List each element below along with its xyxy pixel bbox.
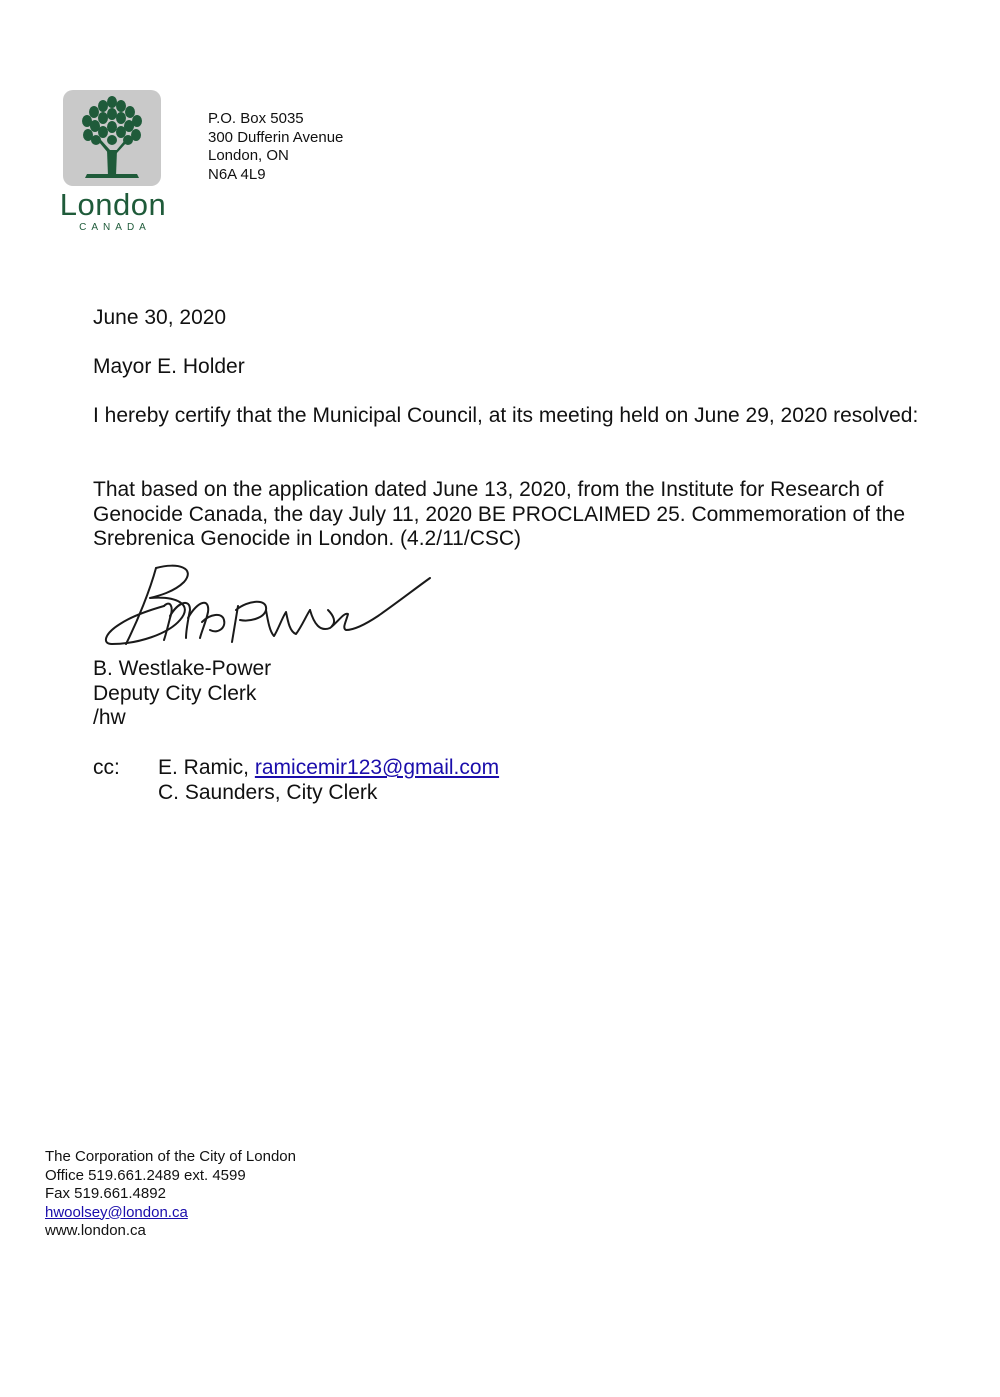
- letter-recipient: Mayor E. Holder: [93, 355, 245, 378]
- typist-initials: /hw: [93, 706, 126, 729]
- handwritten-signature: [98, 560, 438, 652]
- footer-office-phone: Office 519.661.2489 ext. 4599: [45, 1166, 246, 1184]
- certification-statement: I hereby certify that the Municipal Council, at its meeting held on June 29, 2020 resolved:: [93, 404, 919, 427]
- signer-block: [93, 657, 271, 731]
- address-line: P.O. Box 5035: [208, 110, 304, 127]
- footer-contact: [45, 1148, 296, 1241]
- city-logo: [57, 90, 169, 240]
- footer-org: The Corporation of the City of London: [45, 1148, 296, 1165]
- cc-email-link[interactable]: ramicemir123@gmail.com: [254, 756, 500, 779]
- signer-name: B. Westlake-Power: [93, 657, 272, 680]
- cc-label: cc:: [93, 756, 120, 779]
- mailing-address: [208, 110, 343, 184]
- signer-title: Deputy City Clerk: [93, 681, 257, 705]
- cc-recipient-1: [158, 756, 499, 781]
- cc-recipient-2: C. Saunders, City Clerk: [158, 780, 378, 804]
- logo-country: CANADA: [79, 222, 151, 233]
- address-line: N6A 4L9: [208, 165, 266, 183]
- cc-recipients: [158, 756, 499, 805]
- address-line: London, ON: [208, 147, 289, 164]
- resolution-text: That based on the application dated June 13, 2020, from the Institute for Research of Genocide Canada, the day July 11, 2020 BE PROCLAIMED 25. Commemoration of the Srebrenica Genocide in London. (4.2/11/CSC): [93, 478, 906, 550]
- cc-recipient-name: E. Ramic,: [158, 756, 255, 779]
- footer-fax: Fax 519.661.4892: [45, 1185, 166, 1202]
- tree-icon: [63, 90, 161, 186]
- letter-date: June 30, 2020: [93, 306, 227, 329]
- footer-website: www.london.ca: [45, 1222, 146, 1239]
- logo-wordmark: London: [59, 187, 167, 222]
- footer-email-link[interactable]: hwoolsey@london.ca: [45, 1203, 188, 1221]
- address-line: 300 Dufferin Avenue: [208, 128, 344, 146]
